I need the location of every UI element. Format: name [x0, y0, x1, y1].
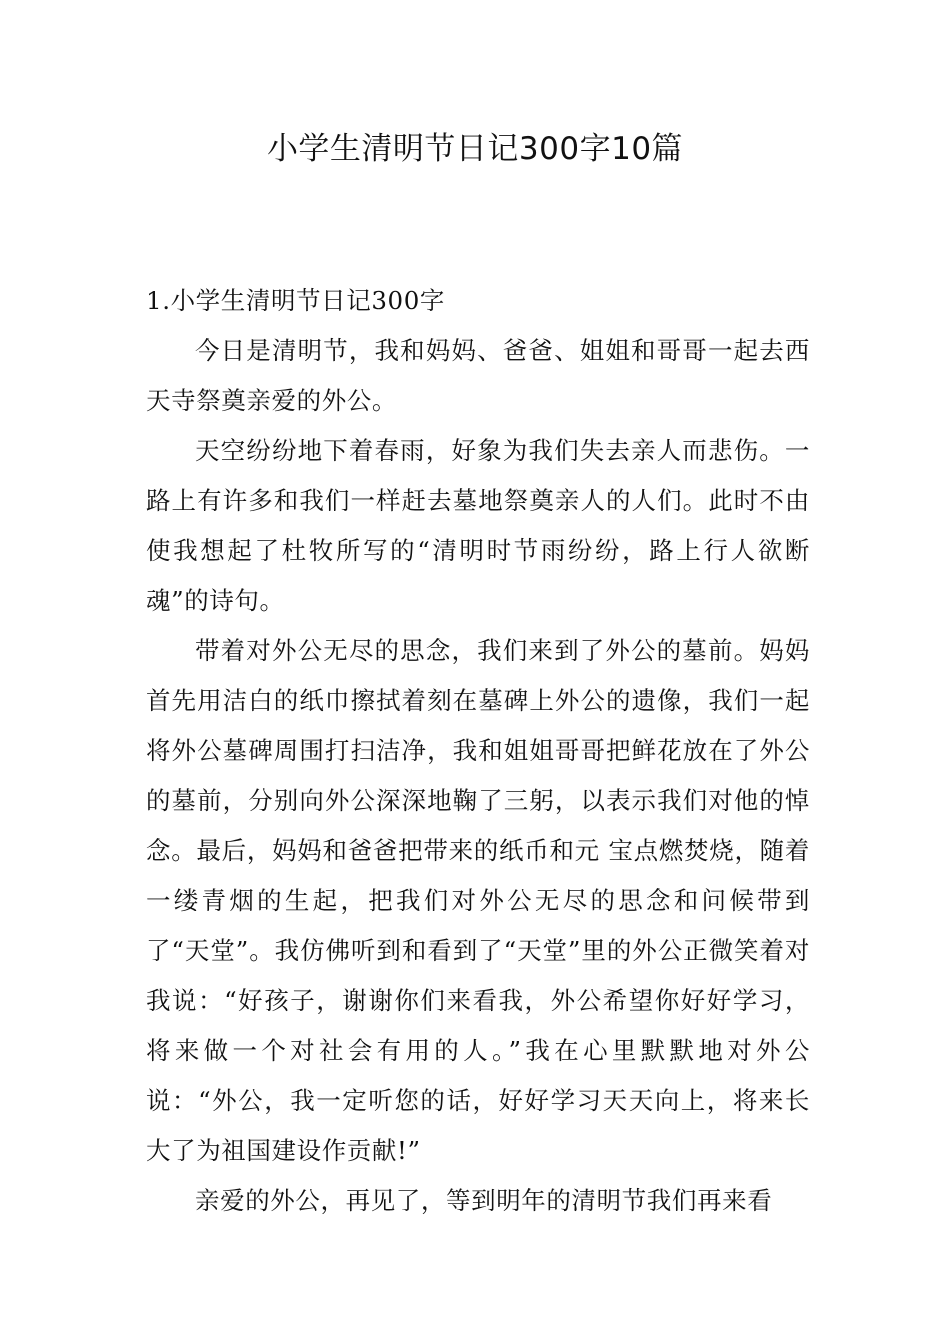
document-body [146, 276, 810, 1226]
paragraph-4: 亲爱的外公，再见了，等到明年的清明节我们再来看 [195, 1186, 773, 1215]
paragraph-1: 今日是清明节，我和妈妈、爸爸、姐姐和哥哥一起去西天寺祭奠亲爱的外公。 [146, 336, 810, 415]
document-title: 小学生清明节日记300字10篇 [266, 131, 684, 167]
paragraph-2: 天空纷纷地下着春雨，好象为我们失去亲人而悲伤。一路上有许多和我们一样赶去墓地祭奠亲人的人们。此时不由使我想起了杜牧所写的“清明时节雨纷纷，路上行人欲断魂”的诗句。 [146, 436, 810, 615]
section-heading: 1.小学生清明节日记300字 [146, 286, 446, 315]
paragraph-3: 带着对外公无尽的思念，我们来到了外公的墓前。妈妈首先用洁白的纸巾擦拭着刻在墓碑上外公的遗像，我们一起将外公墓碑周围打扫洁净，我和姐姐哥哥把鲜花放在了外公的墓前，分别向外公深深地鞠了三躬，以表示我们对他的悼念。最后，妈妈和爸爸把带来的纸币和元 宝点燃焚烧，随着一缕青烟的生起，把我们对外公无尽的思念和问候带到了“天堂”。我仿佛听到和看到了“天堂”里的外公正微笑着对我说：“好孩子，谢谢你们来看我，外公希望你好好学习，将来做一个对社会有用的人。”我在心里默默地对外公说：“外公，我一定听您的话，好好学习天天向上，将来长大了为祖国建设作贡献!” [146, 636, 810, 1165]
